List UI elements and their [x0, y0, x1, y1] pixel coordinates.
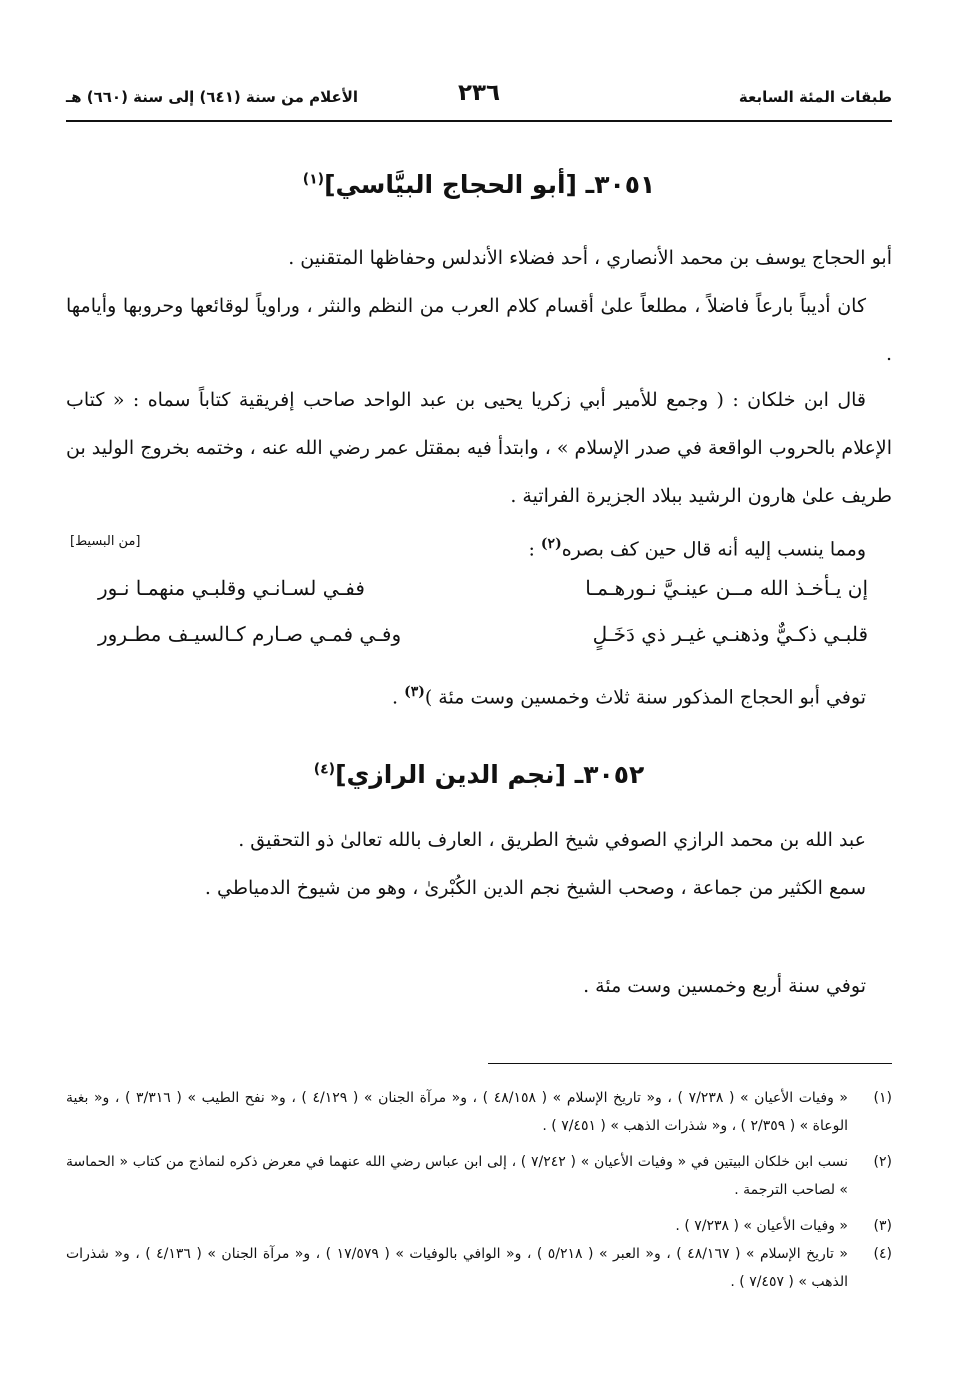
footnote-number: (٢) [873, 1154, 892, 1170]
paragraph: قال ابن خلكان : ( وجمع للأمير أبي زكريا يحيى بن عبد الواحد صاحب إفريقية كتاباً سماه : « كتاب الإعلام بالحروب الواقعة في صدر الإسلام » ، وابتدأ فيه بمقتل عمر رضي الله عنه ، وختمه بخروج الوليد بن طريف علىٰ هارون الرشيد ببلاد الجزيرة الفراتية . [66, 389, 892, 507]
poem-intro [132, 520, 892, 573]
footnote-number: (٣) [873, 1218, 892, 1234]
header-rule [66, 120, 892, 122]
poem-intro-text: ومما ينسب إليه أنه قال حين كف بصره [561, 538, 866, 561]
poem-meter: [من البسيط] [70, 534, 141, 549]
verse-second-hemistich: وفـي فمـي صـارم كـالسيـف مطـرور [98, 622, 402, 646]
poem-intro-end: : [528, 538, 541, 561]
footnote-rule [488, 1063, 892, 1064]
footnote-text: « تاريخ الإسلام » ( ٤٨/١٦٧ ) ، و« العبر » ( ٥/٢١٨ ) ، و« الوافي بالوفيات » ( ١٧/٥٧٩ ) ، و« مرآة الجنان » ( ٤/١٣٦ ) ، و« شذرات الذهب » ( ٧/٤٥٧ ) . [66, 1246, 848, 1290]
paragraph: توفي سنة أربع وخمسين وست مئة . [583, 975, 866, 997]
verse-first-hemistich: قلبـي ذكـيٌّ وذهنـي غيـر ذي دَخَـلٍ [592, 622, 868, 646]
period-range: الأعلام من سنة (٦٤١) إلى سنة (٦٦٠) هـ [66, 88, 359, 106]
verse-second-hemistich: ففـي لسـانـي وقلبـي منهمـا نـور [98, 576, 365, 600]
footnote-number: (٤) [873, 1246, 892, 1262]
paragraph: عبد الله بن محمد الرازي الصوفي شيخ الطريق ، العارف بالله تعالىٰ ذو التحقيق . [238, 829, 866, 851]
closing-paragraph [66, 668, 892, 721]
footnote-text: « وفيات الأعيان » ( ٧/٢٣٨ ) ، و« تاريخ الإسلام » ( ٤٨/١٥٨ ) ، و« مرآة الجنان » ( ٤/١٢٩ ) ، و« نفح الطيب » ( ٣/٣١٦ ) ، و« بغية الوعاة » ( ٢/٣٥٩ ) ، و« شذرات الذهب » ( ٧/٤٥١ ) . [66, 1090, 849, 1134]
footnote-number: (١) [873, 1090, 892, 1106]
footnote-ref: (٤) [313, 761, 336, 778]
entry-title-3051 [66, 170, 892, 199]
footnote-text: « وفيات الأعيان » ( ٧/٢٣٨ ) . [675, 1218, 848, 1234]
running-header [66, 80, 892, 116]
paragraph: كان أديباً بارعاً فاضلاً ، مطلعاً علىٰ أقسام كلام العرب من النظم والنثر ، وراوياً لوقائعها وحروبها وأيامها . [66, 295, 892, 365]
paragraph: سمع الكثير من جماعة ، وصحب الشيخ نجم الدين الكُبْرىٰ ، وهو من شيوخ الدمياطي . [204, 877, 866, 899]
footnote [66, 1240, 892, 1296]
closing-end: . [391, 686, 405, 709]
footnote-text: نسب ابن خلكان البيتين في « وفيات الأعيان » ( ٧/٢٤٢ ) ، إلى ابن عباس رضي الله عنهما في معرض ذكره لنماذج من كتاب « الحماسة » لصاحب الترجمة . [66, 1154, 849, 1198]
verse-line [98, 622, 868, 662]
verse-first-hemistich: إن يـأخـذ الله مــن عينـيَّ نـورهـمـا [585, 576, 868, 600]
entry-title-3052 [66, 760, 892, 789]
page-number: ٢٣٦ [457, 80, 501, 106]
paragraph: أبو الحجاج يوسف بن محمد الأنصاري ، أحد فضلاء الأندلس وحفاظها المتقنين . [288, 247, 892, 269]
footnote [66, 1148, 892, 1204]
verse-line [98, 576, 868, 616]
footnote-ref: (١) [302, 171, 325, 188]
entry-title-text: ٣٠٥١ـ [أبو الحجاج البيَّاسي] [324, 170, 656, 199]
footnote [66, 1212, 892, 1240]
closing-text: توفي أبو الحجاج المذكور سنة ثلاث وخمسين وست مئة ) [424, 686, 866, 709]
footnote [66, 1084, 892, 1140]
entry-title-text: ٣٠٥٢ـ [نجم الدين الرازي] [335, 760, 645, 789]
section-title: طبقات المئة السابعة [738, 88, 892, 106]
footnote-ref: (٣) [404, 684, 425, 700]
footnote-ref: (٢) [540, 536, 562, 552]
